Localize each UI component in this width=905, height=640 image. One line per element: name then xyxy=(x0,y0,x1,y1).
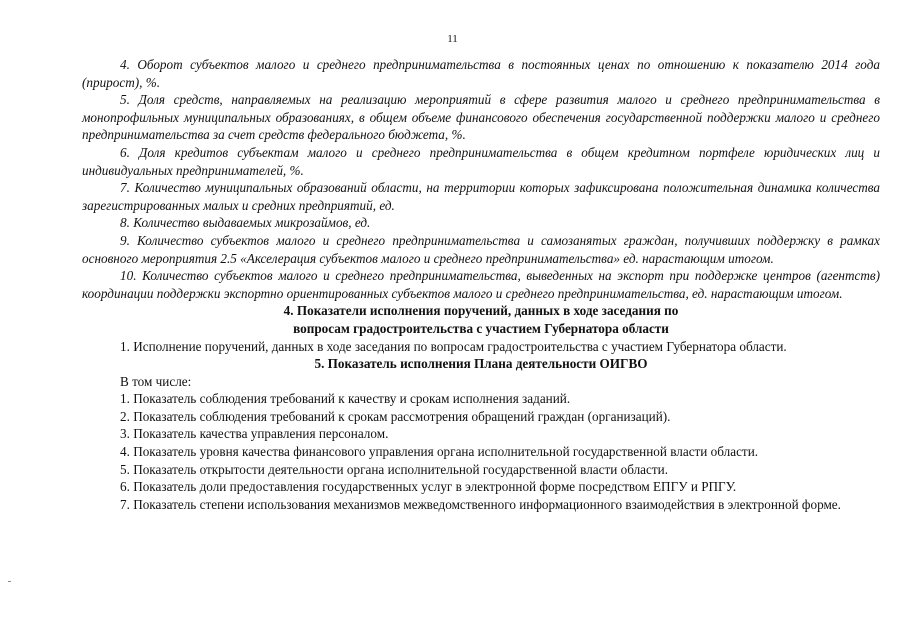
margin-mark xyxy=(8,581,11,582)
document-body xyxy=(82,56,880,513)
page-number: 11 xyxy=(447,33,458,45)
section-4-heading-line-2: вопросам градостроительства с участием Губернатора области xyxy=(293,320,669,336)
section-5-intro: В том числе: xyxy=(120,373,192,389)
indicator-item-4: 4. Оборот субъектов малого и среднего предпринимательства в постоянных ценах по отношению к показателю 2014 года (прирост), %. xyxy=(82,57,880,90)
section-4-item-1: 1. Исполнение поручений, данных в ходе заседания по вопросам градостроительства с участием Губернатора области. xyxy=(120,338,787,354)
section-5-item-7: 7. Показатель степени использования механизмов межведомственного информационного взаимодействия в электронной форме. xyxy=(120,496,841,512)
section-5-item-3: 3. Показатель качества управления персоналом. xyxy=(120,426,389,442)
indicator-item-10: 10. Количество субъектов малого и среднего предпринимательства, выведенных на экспорт при поддержке центров (агентств) координации поддержки экспортно ориентированных субъектов малого и среднего предпринимательства, ед. нарастающим итогом. xyxy=(82,268,880,301)
indicator-item-8: 8. Количество выдаваемых микрозаймов, ед. xyxy=(120,215,371,231)
section-5-item-1: 1. Показатель соблюдения требований к качеству и срокам исполнения заданий. xyxy=(120,391,571,407)
section-5-item-6: 6. Показатель доли предоставления государственных услуг в электронной форме посредством ЕПГУ и РПГУ. xyxy=(120,479,737,495)
indicator-item-5: 5. Доля средств, направляемых на реализацию мероприятий в сфере развития малого и среднего предпринимательства в монопрофильных муниципальных образованиях, в общем объеме финансового обеспечения государственной поддержки малого и среднего предпринимательства за счет средств федерального бюджета, %. xyxy=(82,92,880,143)
section-5-item-5: 5. Показатель открытости деятельности органа исполнительной государственной власти области. xyxy=(120,461,668,477)
section-5-item-2: 2. Показатель соблюдения требований к срокам рассмотрения обращений граждан (организаций). xyxy=(120,408,671,424)
section-5-item-4: 4. Показатель уровня качества финансового управления органа исполнительной государственной власти области. xyxy=(120,444,759,460)
section-4-heading-line-1: 4. Показатели исполнения поручений, данных в ходе заседания по xyxy=(283,303,679,319)
indicator-item-6: 6. Доля кредитов субъектам малого и среднего предпринимательства в общем кредитном портфеле юридических лиц и индивидуальных предпринимателей, %. xyxy=(82,144,880,178)
section-5-heading: 5. Показатель исполнения Плана деятельности ОИГВО xyxy=(314,356,648,372)
indicator-item-9: 9. Количество субъектов малого и среднего предпринимательства и самозанятых граждан, получивших поддержку в рамках основного мероприятия 2.5 «Акселерация субъектов малого и среднего предпринимательства» ед. нарастающим итогом. xyxy=(82,232,880,266)
indicator-item-7: 7. Количество муниципальных образований области, на территории которых зафиксирована положительная динамика количества зарегистрированных малых и средних предприятий, ед. xyxy=(82,180,880,213)
